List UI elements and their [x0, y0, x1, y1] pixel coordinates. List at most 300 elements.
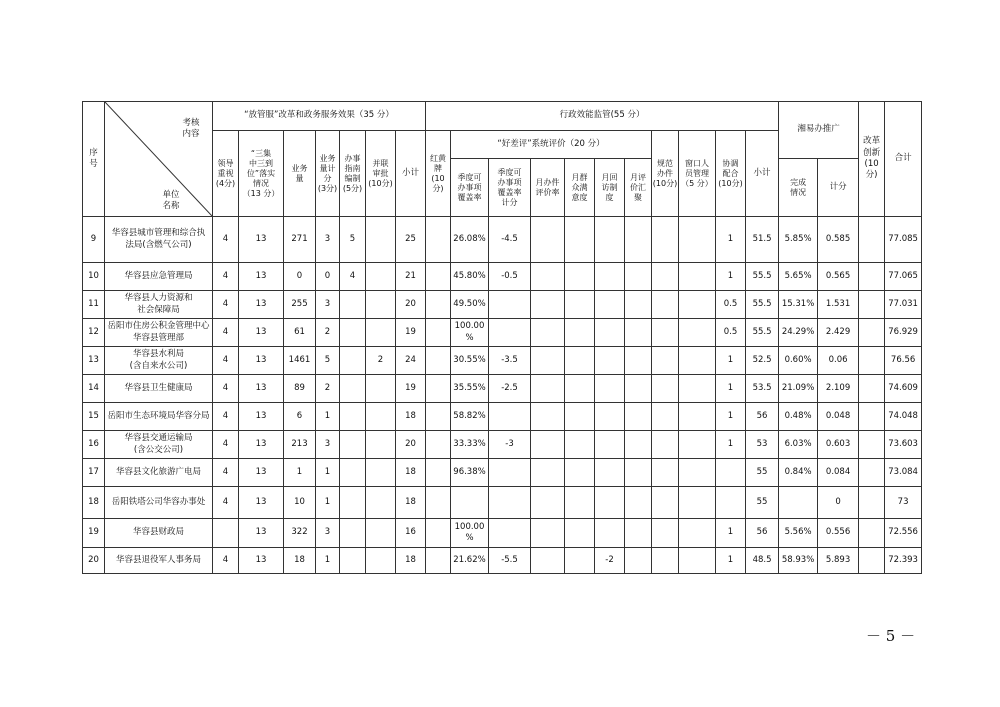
- cell-total: 72.393: [885, 548, 922, 574]
- cell-ldzs: 4: [213, 217, 239, 263]
- cell-hfd: [595, 217, 625, 263]
- cell-seq: 14: [83, 375, 105, 403]
- cell-pjhz: [625, 403, 652, 431]
- cell-jdfgjf: -2.5: [489, 375, 531, 403]
- header-business-volume: 业务 量: [284, 131, 316, 217]
- cell-gfbj: [652, 548, 679, 574]
- cell-name: 华容县城市管理和综合执 法局(含燃气公司): [105, 217, 213, 263]
- cell-name: 华容县交通运输局 (含公交公司): [105, 431, 213, 459]
- cell-pjhz: [625, 319, 652, 347]
- cell-jdfgjf: -0.5: [489, 263, 531, 291]
- cell-pjhz: [625, 347, 652, 375]
- cell-ldzs: 4: [213, 403, 239, 431]
- cell-pjhz: [625, 431, 652, 459]
- cell-name: 岳阳市住房公积金管理中心 华容县管理部: [105, 319, 213, 347]
- cell-gfbj: [652, 263, 679, 291]
- cell-ybj: [531, 519, 565, 548]
- cell-myd: [565, 375, 595, 403]
- cell-jdfgjf: [489, 403, 531, 431]
- cell-seq: 12: [83, 319, 105, 347]
- cell-name: 华容县应急管理局: [105, 263, 213, 291]
- cell-subtotal2: 55: [746, 487, 779, 519]
- cell-bszn: [340, 319, 366, 347]
- cell-blsp: 2: [366, 347, 396, 375]
- cell-subtotal1: 18: [396, 403, 426, 431]
- header-group-efficiency: 行政效能监管(55 分）: [426, 102, 779, 131]
- cell-subtotal2: 52.5: [746, 347, 779, 375]
- cell-bszn: [340, 519, 366, 548]
- cell-wcqk: 5.65%: [779, 263, 818, 291]
- header-subtotal-2: 小计: [746, 131, 779, 217]
- cell-myd: [565, 291, 595, 319]
- cell-reform: [859, 519, 885, 548]
- cell-sjzs: 13: [239, 347, 284, 375]
- cell-ybj: [531, 487, 565, 519]
- cell-hfd: [595, 375, 625, 403]
- cell-total: 74.048: [885, 403, 922, 431]
- cell-seq: 17: [83, 459, 105, 487]
- cell-name: 华容县文化旅游广电局: [105, 459, 213, 487]
- cell-subtotal1: 16: [396, 519, 426, 548]
- header-group-xiangyiban: 湘易办推广: [779, 102, 859, 159]
- cell-reform: [859, 459, 885, 487]
- cell-ywl: 6: [284, 403, 316, 431]
- cell-bszn: [340, 375, 366, 403]
- cell-ywl: 213: [284, 431, 316, 459]
- cell-ywl: 271: [284, 217, 316, 263]
- cell-pjhz: [625, 375, 652, 403]
- cell-name: 华容县财政局: [105, 519, 213, 548]
- cell-ywl: 1461: [284, 347, 316, 375]
- cell-xtph: 1: [716, 519, 746, 548]
- cell-xtph: 0.5: [716, 319, 746, 347]
- cell-xtph: 1: [716, 548, 746, 574]
- cell-ldzs: 4: [213, 375, 239, 403]
- header-satisfaction: 月群 众满 意度: [565, 159, 595, 217]
- cell-myd: [565, 347, 595, 375]
- cell-hfd: [595, 403, 625, 431]
- cell-ywl: 18: [284, 548, 316, 574]
- cell-ckgl: [679, 217, 716, 263]
- cell-subtotal1: 20: [396, 431, 426, 459]
- cell-blsp: [366, 375, 396, 403]
- cell-ywljf: 1: [316, 403, 340, 431]
- cell-ywljf: 1: [316, 487, 340, 519]
- cell-ywl: 0: [284, 263, 316, 291]
- cell-wcqk: 21.09%: [779, 375, 818, 403]
- cell-jdfgjf: -5.5: [489, 548, 531, 574]
- cell-ckgl: [679, 431, 716, 459]
- table-body: [83, 217, 922, 574]
- cell-hhp: [426, 217, 451, 263]
- cell-myd: [565, 263, 595, 291]
- cell-ywl: 89: [284, 375, 316, 403]
- cell-name: 华容县人力资源和 社会保障局: [105, 291, 213, 319]
- cell-reform: [859, 487, 885, 519]
- cell-seq: 10: [83, 263, 105, 291]
- header-assessment-content: 考核 内容: [182, 118, 200, 140]
- cell-bszn: [340, 347, 366, 375]
- cell-ywljf: 1: [316, 548, 340, 574]
- cell-ywljf: 5: [316, 347, 340, 375]
- cell-seq: 13: [83, 347, 105, 375]
- cell-xtph: 1: [716, 217, 746, 263]
- cell-wcqk: 5.56%: [779, 519, 818, 548]
- cell-xtph: [716, 487, 746, 519]
- cell-sjzs: 13: [239, 217, 284, 263]
- cell-wcqk: 6.03%: [779, 431, 818, 459]
- cell-subtotal2: 48.5: [746, 548, 779, 574]
- cell-xtph: 1: [716, 403, 746, 431]
- table-row: [83, 217, 922, 263]
- cell-pjhz: [625, 548, 652, 574]
- cell-name: 岳阳铁塔公司华容办事处: [105, 487, 213, 519]
- cell-wcqk: [779, 487, 818, 519]
- cell-bszn: [340, 459, 366, 487]
- cell-sjzs: 13: [239, 263, 284, 291]
- cell-hhp: [426, 319, 451, 347]
- cell-wcqk: 0.48%: [779, 403, 818, 431]
- cell-bszn: 4: [340, 263, 366, 291]
- cell-ybj: [531, 548, 565, 574]
- cell-sjzs: 13: [239, 291, 284, 319]
- cell-gfbj: [652, 459, 679, 487]
- cell-hhp: [426, 431, 451, 459]
- cell-ckgl: [679, 403, 716, 431]
- cell-name: 华容县水利局 (含自来水公司): [105, 347, 213, 375]
- cell-pjhz: [625, 217, 652, 263]
- cell-ckgl: [679, 548, 716, 574]
- cell-subtotal2: 51.5: [746, 217, 779, 263]
- cell-myd: [565, 487, 595, 519]
- cell-hfd: [595, 319, 625, 347]
- cell-subtotal1: 19: [396, 319, 426, 347]
- cell-ybj: [531, 403, 565, 431]
- cell-hhp: [426, 459, 451, 487]
- cell-ybj: [531, 347, 565, 375]
- header-group-fgf: “放管服”改革和政务服务效果（35 分）: [213, 102, 426, 131]
- cell-ywl: 322: [284, 519, 316, 548]
- cell-hfd: [595, 291, 625, 319]
- cell-subtotal1: 18: [396, 487, 426, 519]
- cell-blsp: [366, 519, 396, 548]
- cell-ldzs: 4: [213, 487, 239, 519]
- header-unit-name: 单位 名称: [162, 190, 180, 212]
- cell-seq: 16: [83, 431, 105, 459]
- cell-jdfgjf: [489, 459, 531, 487]
- cell-ybj: [531, 431, 565, 459]
- cell-total: 72.556: [885, 519, 922, 548]
- cell-seq: 11: [83, 291, 105, 319]
- cell-hhp: [426, 291, 451, 319]
- cell-jdfgjf: -3: [489, 431, 531, 459]
- header-three-centralize: “三集 中三到 位”落实 情况 （13 分）: [239, 131, 284, 217]
- cell-wcqk: 0.60%: [779, 347, 818, 375]
- table-row: [83, 548, 922, 574]
- cell-jdfgjf: -3.5: [489, 347, 531, 375]
- cell-subtotal2: 55: [746, 459, 779, 487]
- cell-ckgl: [679, 263, 716, 291]
- cell-subtotal2: 53: [746, 431, 779, 459]
- header-leadership: 领导 重视 (4分): [213, 131, 239, 217]
- cell-ybj: [531, 291, 565, 319]
- cell-wcqk: 5.85%: [779, 217, 818, 263]
- cell-ldzs: 4: [213, 548, 239, 574]
- cell-bszn: 5: [340, 217, 366, 263]
- cell-hfd: [595, 263, 625, 291]
- cell-blsp: [366, 459, 396, 487]
- cell-ldzs: 4: [213, 291, 239, 319]
- cell-seq: 19: [83, 519, 105, 548]
- cell-jf: 0.048: [818, 403, 859, 431]
- cell-gfbj: [652, 519, 679, 548]
- cell-ckgl: [679, 375, 716, 403]
- cell-subtotal2: 55.5: [746, 263, 779, 291]
- cell-jdfg: 96.38%: [451, 459, 489, 487]
- cell-subtotal2: 55.5: [746, 291, 779, 319]
- cell-jf: 0.585: [818, 217, 859, 263]
- cell-wcqk: 58.93%: [779, 548, 818, 574]
- table-row: [83, 319, 922, 347]
- header-reform: 改革 创新 (10分): [859, 102, 885, 217]
- cell-ywl: 61: [284, 319, 316, 347]
- cell-subtotal2: 53.5: [746, 375, 779, 403]
- cell-hfd: [595, 519, 625, 548]
- cell-ldzs: 4: [213, 347, 239, 375]
- cell-reform: [859, 291, 885, 319]
- cell-ldzs: 4: [213, 319, 239, 347]
- cell-ywljf: 1: [316, 459, 340, 487]
- cell-reform: [859, 403, 885, 431]
- cell-blsp: [366, 319, 396, 347]
- header-completion: 完成 情况: [779, 159, 818, 217]
- cell-reform: [859, 548, 885, 574]
- cell-ybj: [531, 263, 565, 291]
- cell-hhp: [426, 403, 451, 431]
- cell-jf: 0.565: [818, 263, 859, 291]
- cell-reform: [859, 263, 885, 291]
- cell-sjzs: 13: [239, 403, 284, 431]
- cell-gfbj: [652, 319, 679, 347]
- header-group-evaluation: “好差评”系统评价（20 分）: [451, 131, 652, 159]
- cell-bszn: [340, 403, 366, 431]
- cell-jdfgjf: [489, 319, 531, 347]
- cell-jdfgjf: [489, 487, 531, 519]
- cell-jf: 0: [818, 487, 859, 519]
- cell-gfbj: [652, 291, 679, 319]
- cell-sjzs: 13: [239, 375, 284, 403]
- header-window-staff: 窗口人 员管理 （5 分）: [679, 131, 716, 217]
- cell-jdfg: 45.80%: [451, 263, 489, 291]
- cell-hhp: [426, 347, 451, 375]
- cell-seq: 20: [83, 548, 105, 574]
- cell-jf: 0.084: [818, 459, 859, 487]
- cell-name: 华容县卫生健康局: [105, 375, 213, 403]
- header-red-yellow-card: 红黄 牌 (10分): [426, 131, 451, 217]
- cell-jdfg: [451, 487, 489, 519]
- cell-ywljf: 0: [316, 263, 340, 291]
- cell-myd: [565, 217, 595, 263]
- cell-blsp: [366, 263, 396, 291]
- cell-name: 岳阳市生态环境局华容分局: [105, 403, 213, 431]
- cell-sjzs: 13: [239, 319, 284, 347]
- cell-gfbj: [652, 217, 679, 263]
- cell-ldzs: 4: [213, 431, 239, 459]
- cell-jdfg: 30.55%: [451, 347, 489, 375]
- cell-blsp: [366, 487, 396, 519]
- cell-ldzs: [213, 519, 239, 548]
- cell-myd: [565, 403, 595, 431]
- header-coordination: 协调 配合 (10分): [716, 131, 746, 217]
- cell-subtotal1: 24: [396, 347, 426, 375]
- cell-ckgl: [679, 459, 716, 487]
- cell-ywl: 255: [284, 291, 316, 319]
- cell-jdfg: 49.50%: [451, 291, 489, 319]
- cell-subtotal1: 19: [396, 375, 426, 403]
- cell-subtotal1: 20: [396, 291, 426, 319]
- cell-ckgl: [679, 319, 716, 347]
- table-row: [83, 291, 922, 319]
- cell-hhp: [426, 519, 451, 548]
- cell-gfbj: [652, 431, 679, 459]
- cell-xtph: 1: [716, 431, 746, 459]
- cell-name: 华容县退役军人事务局: [105, 548, 213, 574]
- cell-ybj: [531, 319, 565, 347]
- header-eval-aggregate: 月评 价汇 聚: [625, 159, 652, 217]
- cell-total: 74.609: [885, 375, 922, 403]
- cell-jf: 2.109: [818, 375, 859, 403]
- cell-xtph: 0.5: [716, 291, 746, 319]
- cell-seq: 9: [83, 217, 105, 263]
- cell-bszn: [340, 291, 366, 319]
- cell-pjhz: [625, 291, 652, 319]
- cell-jf: 2.429: [818, 319, 859, 347]
- cell-ywljf: 3: [316, 217, 340, 263]
- cell-sjzs: 13: [239, 519, 284, 548]
- cell-hfd: [595, 347, 625, 375]
- cell-subtotal2: 56: [746, 403, 779, 431]
- cell-hhp: [426, 487, 451, 519]
- cell-subtotal1: 21: [396, 263, 426, 291]
- cell-myd: [565, 459, 595, 487]
- cell-bszn: [340, 487, 366, 519]
- cell-reform: [859, 217, 885, 263]
- cell-blsp: [366, 431, 396, 459]
- cell-subtotal1: 18: [396, 459, 426, 487]
- cell-xtph: 1: [716, 263, 746, 291]
- cell-total: 77.031: [885, 291, 922, 319]
- header-standard-handling: 规范 办件 (10分): [652, 131, 679, 217]
- table-row: [83, 403, 922, 431]
- header-quarter-coverage-score: 季度可 办事项 覆盖率 计分: [489, 159, 531, 217]
- table-row: [83, 459, 922, 487]
- cell-sjzs: 13: [239, 459, 284, 487]
- cell-ywl: 1: [284, 459, 316, 487]
- cell-ybj: [531, 217, 565, 263]
- cell-ybj: [531, 459, 565, 487]
- cell-jf: 0.603: [818, 431, 859, 459]
- cell-gfbj: [652, 487, 679, 519]
- cell-blsp: [366, 403, 396, 431]
- cell-ckgl: [679, 291, 716, 319]
- cell-jdfg: 33.33%: [451, 431, 489, 459]
- cell-total: 76.56: [885, 347, 922, 375]
- cell-jdfg: 21.62%: [451, 548, 489, 574]
- header-guide: 办事 指南 编制 (5分): [340, 131, 366, 217]
- cell-reform: [859, 347, 885, 375]
- cell-wcqk: 0.84%: [779, 459, 818, 487]
- cell-total: 76.929: [885, 319, 922, 347]
- table-row: [83, 431, 922, 459]
- cell-total: 73.603: [885, 431, 922, 459]
- cell-subtotal2: 55.5: [746, 319, 779, 347]
- cell-jdfgjf: [489, 291, 531, 319]
- cell-myd: [565, 431, 595, 459]
- cell-ckgl: [679, 487, 716, 519]
- cell-jdfg: 26.08%: [451, 217, 489, 263]
- cell-myd: [565, 519, 595, 548]
- cell-pjhz: [625, 487, 652, 519]
- cell-hfd: -2: [595, 548, 625, 574]
- cell-ywljf: 3: [316, 291, 340, 319]
- cell-blsp: [366, 217, 396, 263]
- cell-myd: [565, 548, 595, 574]
- cell-ybj: [531, 375, 565, 403]
- cell-total: 77.085: [885, 217, 922, 263]
- cell-jdfg: 100.00 %: [451, 319, 489, 347]
- cell-blsp: [366, 291, 396, 319]
- cell-hhp: [426, 263, 451, 291]
- table-row: [83, 519, 922, 548]
- cell-sjzs: 13: [239, 431, 284, 459]
- cell-jdfgjf: [489, 519, 531, 548]
- cell-xtph: 1: [716, 375, 746, 403]
- header-subtotal-1: 小计: [396, 131, 426, 217]
- cell-myd: [565, 319, 595, 347]
- header-seq: 序 号: [83, 102, 105, 217]
- header-revisit: 月回 访制 度: [595, 159, 625, 217]
- header-parallel-approval: 并联 审批 (10分): [366, 131, 396, 217]
- cell-ldzs: 4: [213, 459, 239, 487]
- cell-subtotal1: 25: [396, 217, 426, 263]
- cell-subtotal1: 18: [396, 548, 426, 574]
- cell-hfd: [595, 459, 625, 487]
- cell-wcqk: 15.31%: [779, 291, 818, 319]
- cell-total: 73.084: [885, 459, 922, 487]
- cell-seq: 18: [83, 487, 105, 519]
- cell-gfbj: [652, 375, 679, 403]
- cell-hfd: [595, 431, 625, 459]
- header-score: 计分: [818, 159, 859, 217]
- assessment-score-table: [82, 101, 922, 574]
- cell-jdfg: 100.00 %: [451, 519, 489, 548]
- cell-gfbj: [652, 347, 679, 375]
- cell-ldzs: 4: [213, 263, 239, 291]
- cell-pjhz: [625, 519, 652, 548]
- cell-jf: 1.531: [818, 291, 859, 319]
- cell-subtotal2: 56: [746, 519, 779, 548]
- table-row: [83, 487, 922, 519]
- cell-xtph: [716, 459, 746, 487]
- cell-ywljf: 3: [316, 519, 340, 548]
- cell-hhp: [426, 548, 451, 574]
- cell-wcqk: 24.29%: [779, 319, 818, 347]
- cell-jdfg: 58.82%: [451, 403, 489, 431]
- page-number: － 5 －: [866, 627, 916, 645]
- header-quarter-coverage: 季度可 办事项 覆盖率: [451, 159, 489, 217]
- cell-jdfg: 35.55%: [451, 375, 489, 403]
- header-volume-score: 业务 量计 分 (3分): [316, 131, 340, 217]
